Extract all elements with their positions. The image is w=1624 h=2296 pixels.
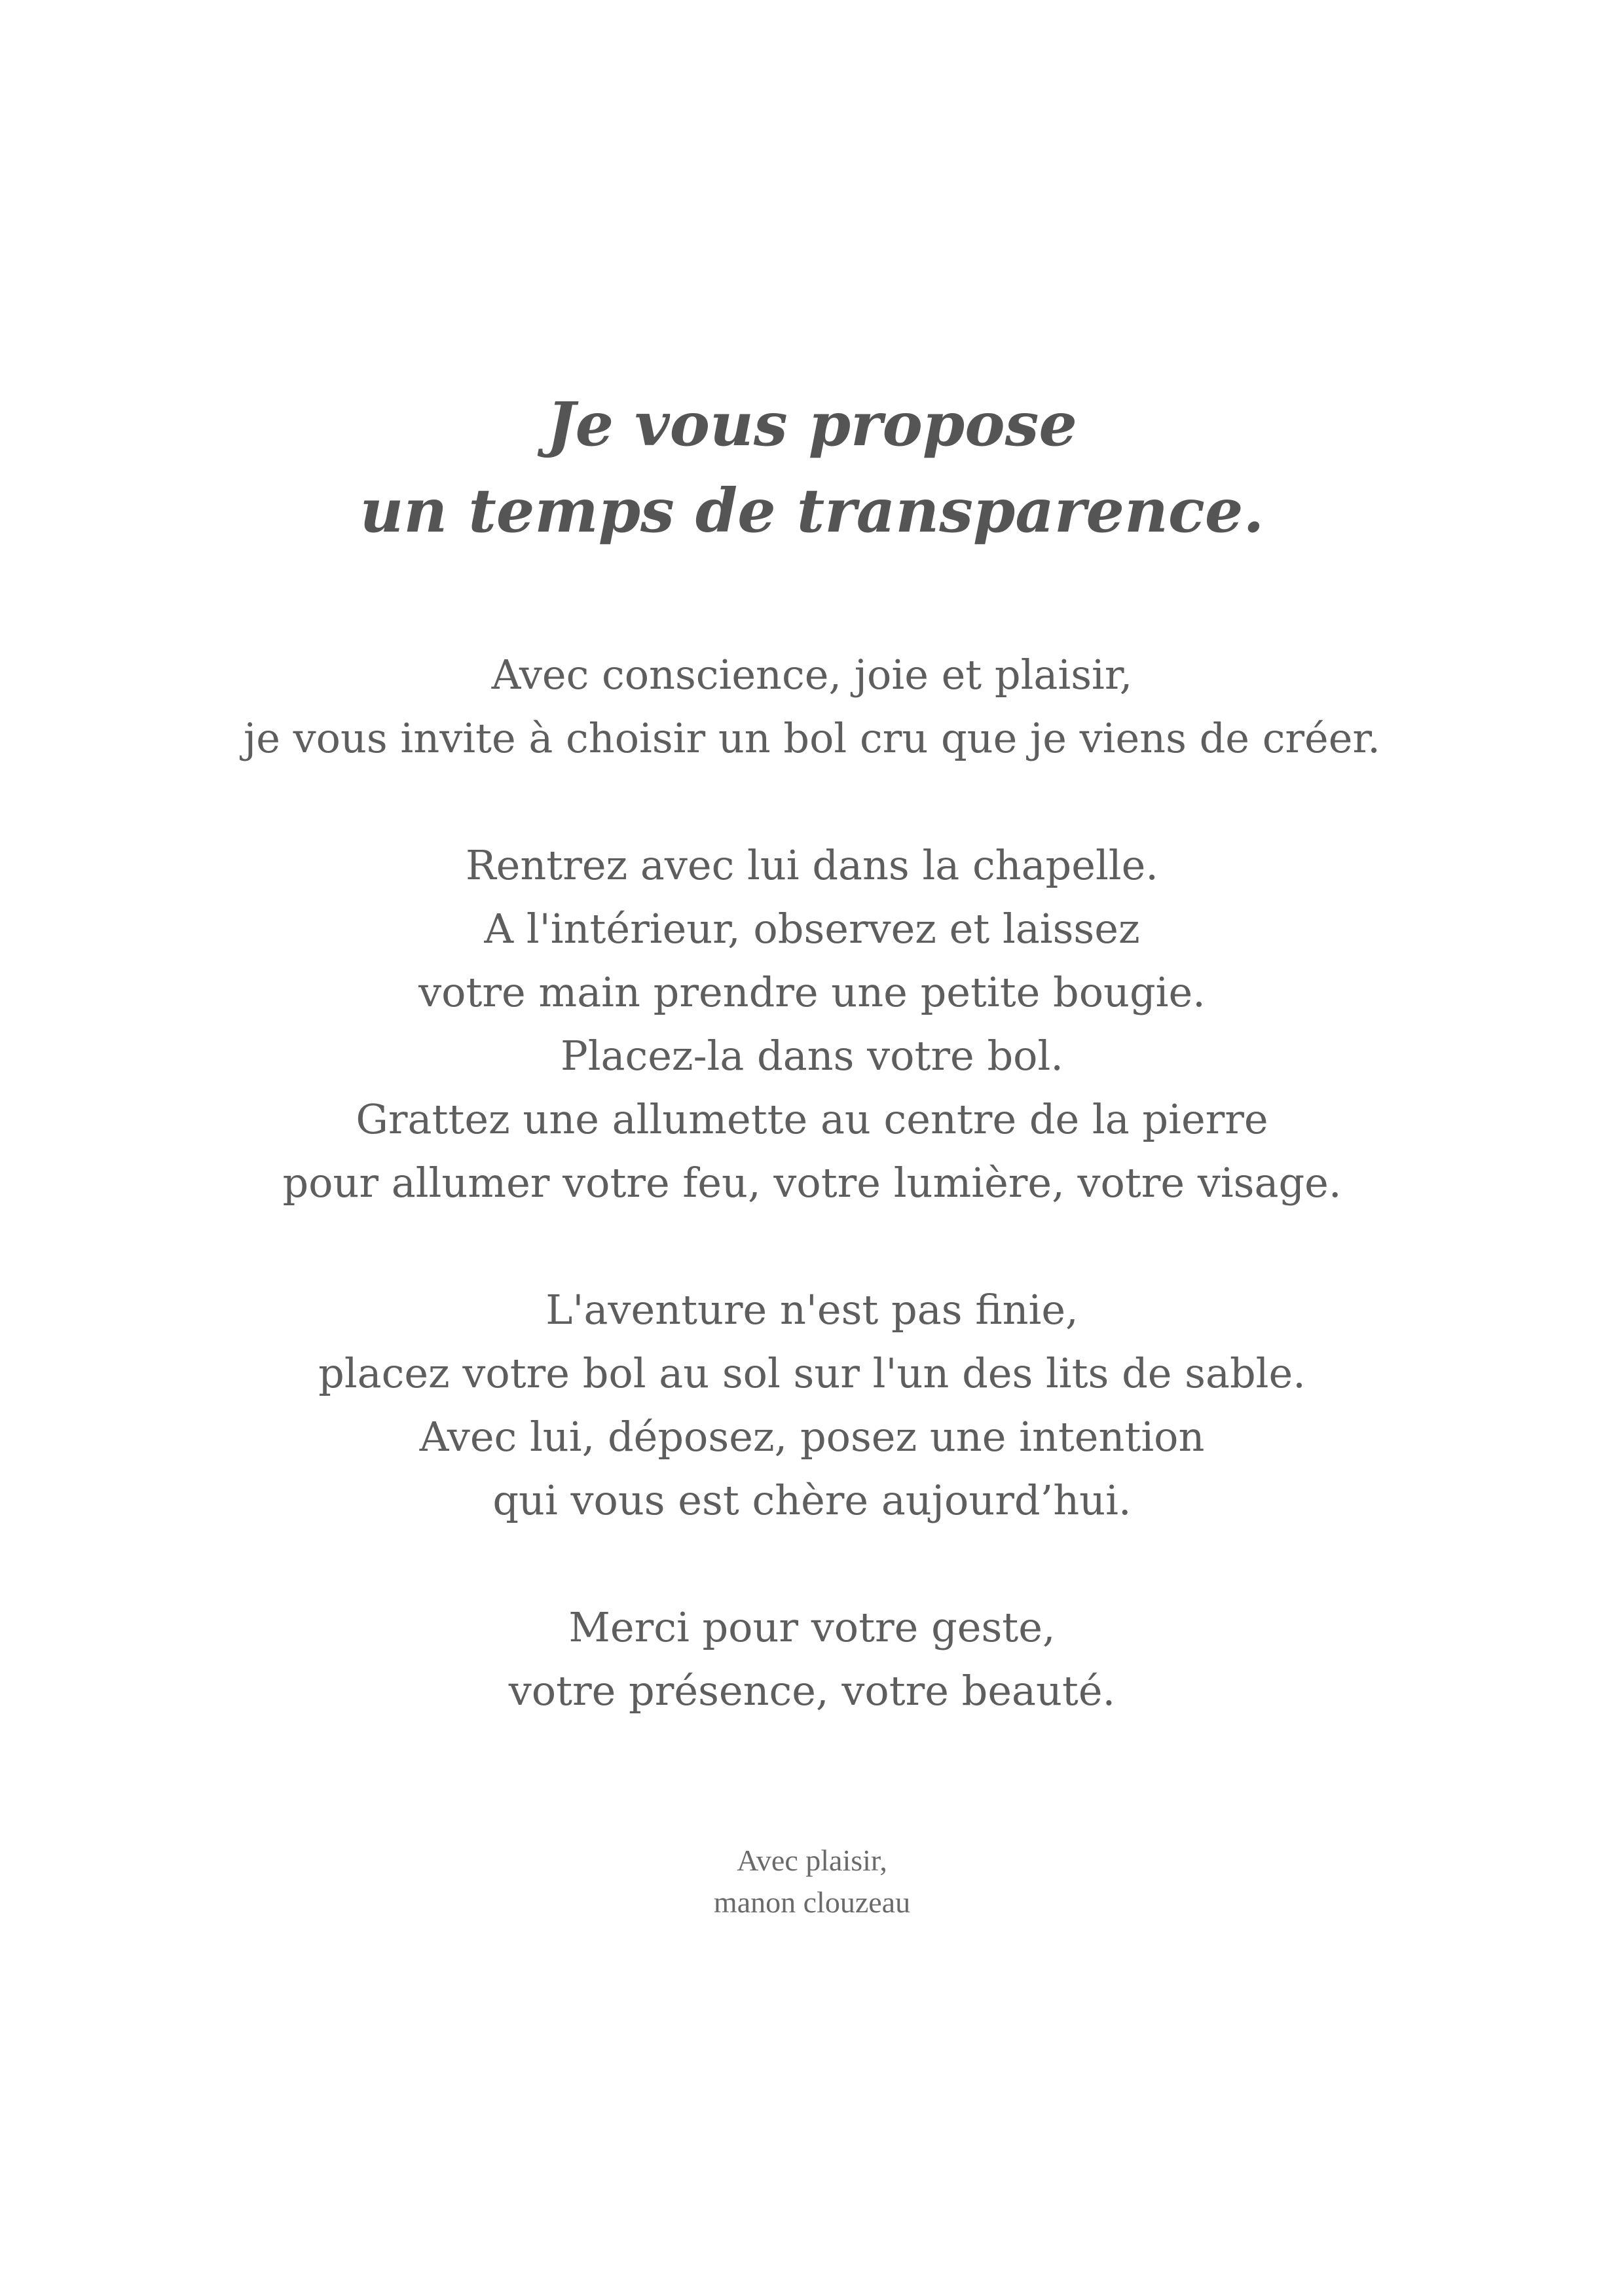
poem-line: Grattez une allumette au centre de la pierre [356, 1095, 1268, 1143]
poem-line: Placez-la dans votre bol. [560, 1032, 1063, 1080]
poem-line: L'aventure n'est pas finie, [545, 1286, 1079, 1334]
poem-line: votre présence, votre beauté. [508, 1667, 1116, 1715]
signature [0, 1840, 1624, 1923]
page-title [0, 381, 1624, 554]
poem-line: Rentrez avec lui dans la chapelle. [466, 841, 1158, 889]
poem-line: je vous invite à choisir un bol cru que je viens de créer. [244, 714, 1380, 762]
poem-line: Avec lui, déposez, posez une intention [419, 1413, 1205, 1461]
title-line: un temps de transparence. [360, 475, 1264, 546]
poem-line: Avec conscience, joie et plaisir, [491, 651, 1133, 699]
title-line: Je vous propose [547, 388, 1077, 460]
poem-body [0, 643, 1624, 1722]
poem-line: Merci pour votre geste, [568, 1603, 1056, 1651]
poem-line: votre main prendre une petite bougie. [418, 968, 1206, 1016]
poem-line: qui vous est chère aujourd’hui. [492, 1476, 1132, 1524]
stanza [0, 1278, 1624, 1532]
poem-line: pour allumer votre feu, votre lumière, votre visage. [282, 1159, 1342, 1207]
stanza [0, 1595, 1624, 1722]
poem-line: placez votre bol au sol sur l'un des lits de sable. [318, 1349, 1306, 1397]
signature-closing: Avec plaisir, [737, 1844, 887, 1877]
stanza [0, 643, 1624, 770]
signature-author: manon clouzeau [713, 1886, 911, 1919]
poem-line: A l'intérieur, observez et laissez [484, 905, 1140, 953]
stanza [0, 833, 1624, 1214]
